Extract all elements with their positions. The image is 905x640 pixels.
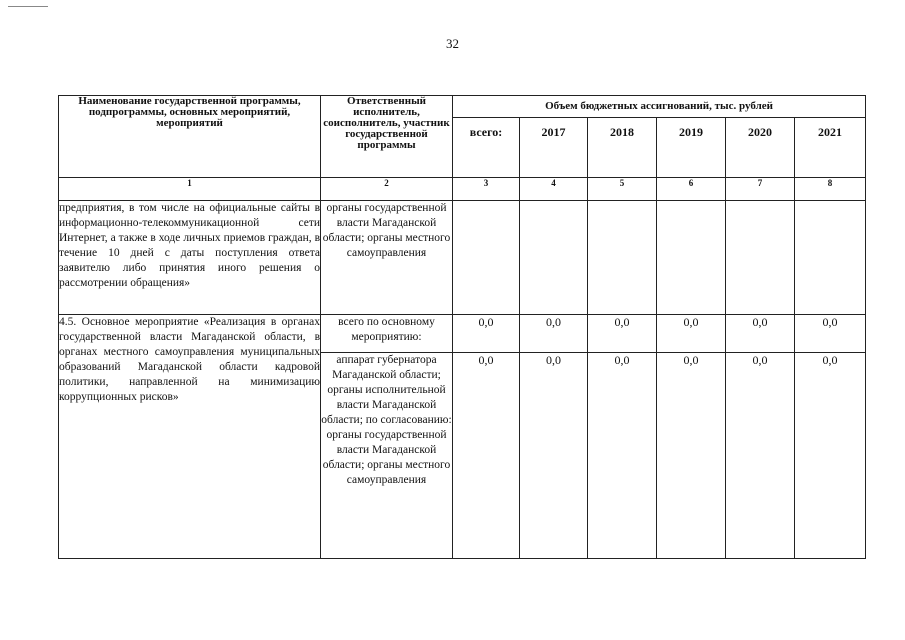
value-cell: 0,0 [588,315,657,353]
header-year-total: всего: [453,118,520,178]
budget-table [58,95,866,559]
header-program-name: Наименование государственной программы, подпрограммы, основных мероприятий, мероприятий [59,96,321,178]
column-numbers-row [59,178,866,201]
value-cell: 0,0 [588,353,657,559]
row-executor: органы государственной власти Магаданской области; органы местного самоуправления [321,201,453,315]
value-cell: 0,0 [795,315,866,353]
value-cell: 0,0 [657,315,726,353]
empty-cell [657,201,726,315]
column-number: 2 [321,178,453,201]
column-number: 5 [588,178,657,201]
table-row [59,315,866,353]
header-year-2017: 2017 [520,118,588,178]
empty-cell [588,201,657,315]
value-cell: 0,0 [453,315,520,353]
row-executor-total: всего по основному мероприятию: [321,315,453,353]
header-row-top [59,96,866,118]
header-executor: Ответственный исполнитель, соисполнитель, участник государственной программы [321,96,453,178]
page-number: 32 [446,36,459,51]
column-number: 3 [453,178,520,201]
value-cell: 0,0 [795,353,866,559]
column-number: 6 [657,178,726,201]
empty-cell [726,201,795,315]
header-year-2020: 2020 [726,118,795,178]
column-number: 1 [59,178,321,201]
empty-cell [795,201,866,315]
empty-cell [520,201,588,315]
column-number: 8 [795,178,866,201]
row-program-name: предприятия, в том числе на официальные сайты в информационно-телекоммуникационной сети Интернет, а также в ходе личных приемов граждан, в течение 10 дней с даты поступления ответа заявителю либо принятия иного решения о рассмотрении обращения» [59,201,321,315]
corner-mark [8,6,48,7]
value-cell: 0,0 [657,353,726,559]
row-program-name: 4.5. Основное мероприятие «Реализация в органах государственной власти Магаданской области, в органах местного самоуправления муниципальных образований Магаданской области кадровой политики, направленной на минимизацию коррупционных рисков» [59,315,321,559]
value-cell: 0,0 [726,315,795,353]
header-year-2019: 2019 [657,118,726,178]
row-executor-detail: аппарат губернатора Магаданской области; органы исполнительной власти Магаданской области; по согласованию: органы государственной власти Магаданской области; органы местного самоуправления [321,353,453,559]
column-number: 4 [520,178,588,201]
header-year-2018: 2018 [588,118,657,178]
header-year-2021: 2021 [795,118,866,178]
table-row [59,201,866,315]
empty-cell [453,201,520,315]
value-cell: 0,0 [520,315,588,353]
value-cell: 0,0 [520,353,588,559]
value-cell: 0,0 [453,353,520,559]
column-number: 7 [726,178,795,201]
value-cell: 0,0 [726,353,795,559]
header-budget-group: Объем бюджетных ассигнований, тыс. рублей [453,96,866,118]
